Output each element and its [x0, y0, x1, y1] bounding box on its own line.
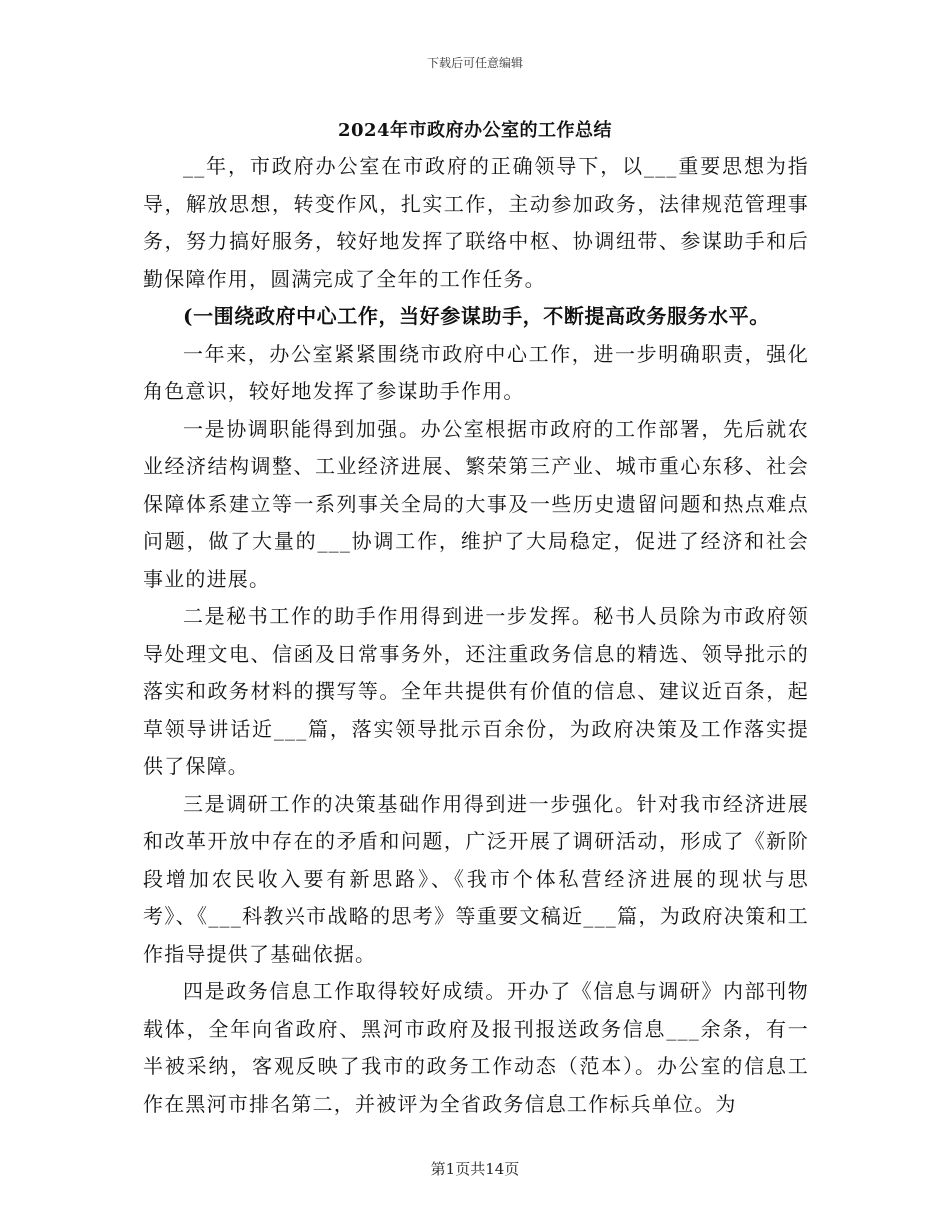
document-title: 2024年市政府办公室的工作总结 [337, 120, 613, 141]
document-body [143, 148, 809, 1123]
section-heading: (一围绕政府中心工作，当好参谋助手，不断提高政务服务水平。 [183, 304, 770, 328]
paragraph-research: 三是调研工作的决策基础作用得到进一步强化。针对我市经济进展和改革开放中存在的矛盾和问题，广泛开展了调研活动，形成了《新阶段增加农民收入要有新思路》、《我市个体私营经济进展的现状与思考》、《___科教兴市战略的思考》等重要文稿近___篇，为政府决策和工作指导提供了基础依据。 [143, 791, 809, 966]
header-note: 下载后可任意编辑 [426, 56, 523, 70]
paragraph-overview: 一年来，办公室紧紧围绕市政府中心工作，进一步明确职责，强化角色意识，较好地发挥了参谋助手作用。 [143, 341, 809, 403]
page-number: 第1页共14页 [430, 1160, 520, 1178]
paragraph-secretarial: 二是秘书工作的助手作用得到进一步发挥。秘书人员除为市政府领导处理文电、信函及日常事务外，还注重政务信息的精选、领导批示的落实和政务材料的撰写等。全年共提供有价值的信息、建议近百条，起草领导讲话近___篇，落实领导批示百余份，为政府决策及工作落实提供了保障。 [143, 604, 809, 778]
paragraph-information: 四是政务信息工作取得较好成绩。开办了《信息与调研》内部刊物载体，全年向省政府、黑河市政府及报刊报送政务信息___余条，有一半被采纳，客观反映了我市的政务工作动态（范本）。办公室的信息工作在黑河市排名第二，并被评为全省政务信息工作标兵单位。为 [143, 979, 809, 1116]
paragraph-intro: __年，市政府办公室在市政府的正确领导下，以___重要思想为指导，解放思想，转变作风，扎实工作，主动参加政务，法律规范管理事务，努力搞好服务，较好地发挥了联络中枢、协调纽带、参谋助手和后勤保障作用，圆满完成了全年的工作任务。 [143, 154, 809, 291]
paragraph-coordination: 一是协调职能得到加强。办公室根据市政府的工作部署，先后就农业经济结构调整、工业经济进展、繁荣第三产业、城市重心东移、社会保障体系建立等一系列事关全局的大事及一些历史遗留问题和热点难点问题，做了大量的___协调工作，维护了大局稳定，促进了经济和社会事业的进展。 [143, 416, 809, 591]
